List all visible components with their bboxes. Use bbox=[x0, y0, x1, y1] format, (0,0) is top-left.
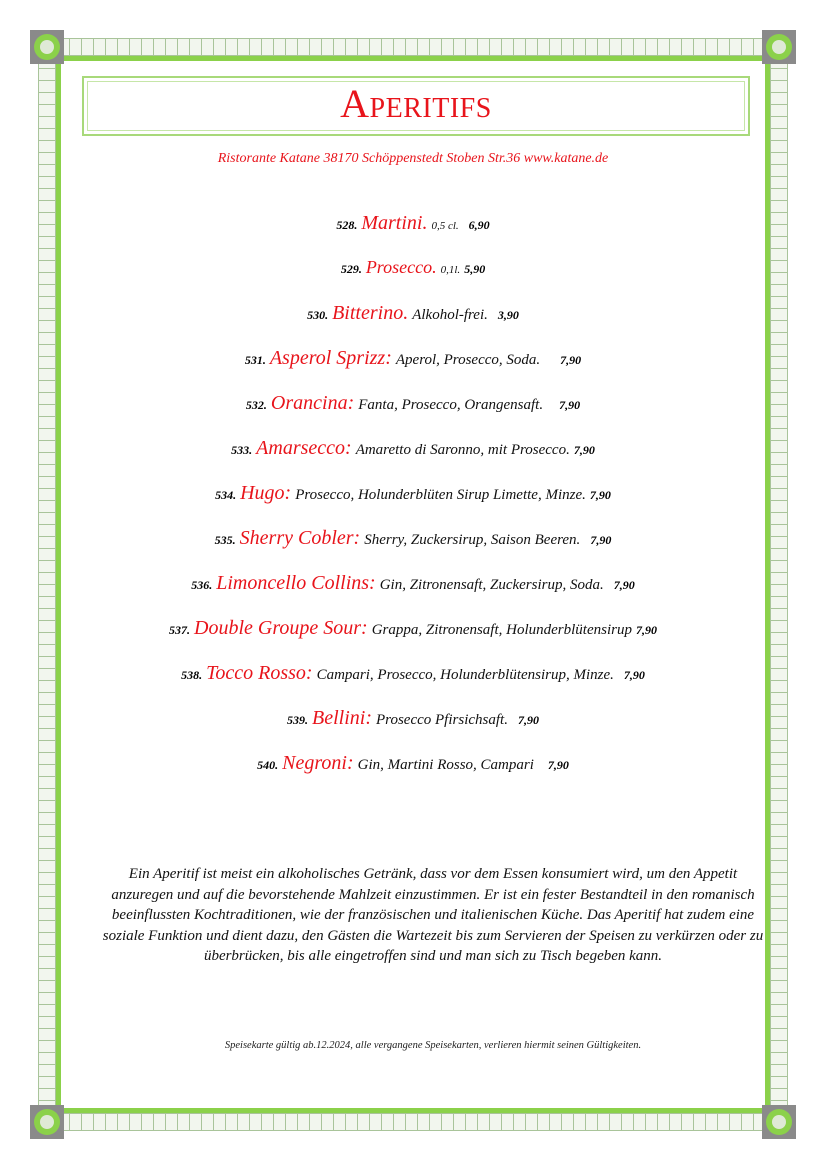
item-name: Tocco Rosso: bbox=[206, 662, 313, 684]
menu-item bbox=[60, 707, 766, 730]
item-price: 7,90 bbox=[623, 668, 645, 682]
item-price: 5,90 bbox=[464, 262, 486, 276]
item-description: Fanta, Prosecco, Orangensaft. bbox=[358, 397, 544, 413]
item-description: Gin, Martini Rosso, Campari bbox=[357, 757, 534, 773]
item-name: Bellini: bbox=[312, 707, 373, 729]
border-bottom-line bbox=[52, 1108, 774, 1113]
item-description: Prosecco Pfirsichsaft. bbox=[376, 712, 508, 728]
item-number: 530. bbox=[307, 308, 329, 322]
border-right-rail bbox=[770, 56, 788, 1112]
item-name: Asperol Sprizz: bbox=[269, 347, 392, 369]
aperitif-description: Ein Aperitif ist meist ein alkoholisches Getränk, dass vor dem Essen konsumiert wird, um den Appetit anzuregen und auf die bevorstehende Mahlzeit einzustimmen. Er ist ein fester Bestandteil in den romanisch beeinflussten Kochtraditionen, wie der französischen und italienischen Küche. Das Aperitif hat zudem eine soziale Funktion und dient dazu, den Gästen die Wartezeit bis zum Servieren der Speisen zu verkürzen oder zu überbrücken, bis alle eingetroffen sind und man sich zu Tisch begeben kann. bbox=[102, 866, 764, 964]
item-description: 0,1l. bbox=[440, 264, 461, 276]
item-number: 528. bbox=[336, 218, 358, 232]
item-name: Double Groupe Sour: bbox=[194, 617, 368, 639]
item-description: Amaretto di Saronno, mit Prosecco. bbox=[355, 442, 570, 458]
corner-ornament-top-right bbox=[762, 30, 796, 64]
title-box bbox=[82, 76, 750, 136]
menu-validity-note: Speisekarte gültig ab.12.2024, alle vergangene Speisekarten, verlieren hiermit seinen Gültigkeiten. bbox=[224, 1040, 642, 1051]
item-name: Limoncello Collins: bbox=[216, 572, 376, 594]
item-price: 7,90 bbox=[590, 533, 612, 547]
item-name: Hugo: bbox=[240, 482, 292, 504]
item-name: Negroni: bbox=[282, 752, 354, 774]
item-description: Gin, Zitronensaft, Zuckersirup, Soda. bbox=[379, 577, 604, 593]
item-price: 7,90 bbox=[560, 353, 582, 367]
item-number: 537. bbox=[169, 623, 190, 637]
item-price: 7,90 bbox=[573, 443, 595, 457]
item-number: 531. bbox=[244, 353, 266, 367]
item-description: Grappa, Zitronensaft, Holunderblütensirup bbox=[371, 622, 632, 638]
item-price: 7,90 bbox=[589, 488, 611, 502]
menu-item bbox=[60, 302, 766, 325]
item-price: 3,90 bbox=[497, 308, 519, 322]
menu-item bbox=[60, 392, 766, 415]
item-description: Prosecco, Holunderblüten Sirup Limette, Minze. bbox=[295, 487, 586, 503]
corner-ornament-bottom-right bbox=[762, 1105, 796, 1139]
menu-item bbox=[60, 617, 766, 640]
item-price: 6,90 bbox=[468, 218, 490, 232]
item-number: 532. bbox=[245, 398, 267, 412]
item-number: 533. bbox=[231, 443, 253, 457]
item-name: Bitterino. bbox=[332, 302, 409, 324]
item-number: 534. bbox=[215, 488, 237, 502]
corner-ornament-top-left bbox=[30, 30, 64, 64]
menu-item bbox=[60, 527, 766, 550]
border-top-line bbox=[52, 56, 774, 61]
item-price: 7,90 bbox=[559, 398, 581, 412]
menu-item bbox=[60, 572, 766, 595]
menu-item bbox=[60, 347, 766, 370]
border-bottom-rail bbox=[58, 1113, 768, 1131]
menu-item bbox=[60, 257, 766, 278]
item-description: Alkohol-frei. bbox=[412, 307, 488, 323]
item-name: Amarsecco: bbox=[256, 437, 352, 459]
item-number: 536. bbox=[191, 578, 213, 592]
menu-item bbox=[60, 752, 766, 775]
item-name: Orancina: bbox=[270, 392, 355, 414]
item-price: 7,90 bbox=[613, 578, 635, 592]
item-description: Campari, Prosecco, Holunderblütensirup, Minze. bbox=[316, 667, 614, 683]
item-name: Martini. bbox=[361, 212, 428, 234]
item-number: 540. bbox=[257, 758, 279, 772]
item-description: 0,5 cl. bbox=[431, 220, 459, 232]
menu-item bbox=[60, 482, 766, 505]
page-title: Aperitifs bbox=[340, 81, 492, 126]
border-top-rail bbox=[58, 38, 768, 56]
item-description: Sherry, Zuckersirup, Saison Beeren. bbox=[364, 532, 581, 548]
item-price: 7,90 bbox=[635, 623, 657, 637]
item-description: Aperol, Prosecco, Soda. bbox=[395, 352, 541, 368]
item-price: 7,90 bbox=[547, 758, 569, 772]
item-price: 7,90 bbox=[517, 713, 539, 727]
menu-item bbox=[60, 212, 766, 235]
item-number: 538. bbox=[181, 668, 203, 682]
border-left-rail bbox=[38, 56, 56, 1112]
item-name: Sherry Cobler: bbox=[239, 527, 361, 549]
corner-ornament-bottom-left bbox=[30, 1105, 64, 1139]
menu-item bbox=[60, 437, 766, 460]
restaurant-address: Ristorante Katane 38170 Schöppenstedt Stoben Str.36 www.katane.de bbox=[217, 151, 609, 166]
item-number: 539. bbox=[287, 713, 309, 727]
item-number: 529. bbox=[340, 262, 362, 276]
menu-item bbox=[60, 662, 766, 685]
item-name: Prosecco. bbox=[365, 257, 437, 277]
item-number: 535. bbox=[214, 533, 236, 547]
